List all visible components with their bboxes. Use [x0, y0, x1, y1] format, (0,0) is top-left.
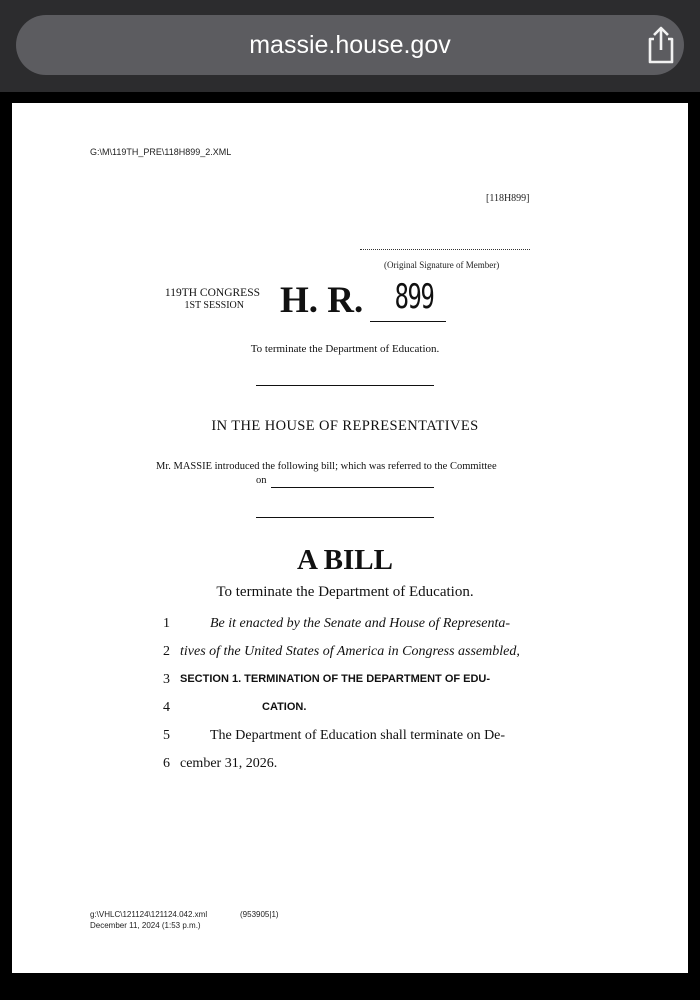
committee-blank-line	[271, 487, 434, 488]
bill-reference: [118H899]	[486, 193, 530, 204]
line-number: 4	[163, 700, 170, 715]
footer-date: December 11, 2024 (1:53 p.m.)	[90, 921, 201, 930]
chamber-heading: IN THE HOUSE OF REPRESENTATIVES	[211, 418, 479, 434]
url-text[interactable]: massie.house.gov	[249, 31, 451, 59]
footer-code: (953905|1)	[240, 910, 279, 919]
address-bar[interactable]	[16, 15, 684, 75]
section-heading: SECTION 1. TERMINATION OF THE DEPARTMENT OF EDU-	[180, 673, 491, 685]
long-title: To terminate the Department of Education.	[216, 584, 474, 600]
line-number: 2	[163, 644, 170, 659]
line-number: 1	[163, 616, 170, 631]
file-path: G:\M\119TH_PRE\118H899_2.XML	[90, 147, 232, 157]
share-icon[interactable]	[642, 25, 680, 65]
bill-prefix: H. R.	[280, 280, 364, 321]
session-label: 1ST SESSION	[184, 300, 244, 311]
section-text-cont: cember 31, 2026.	[180, 756, 278, 771]
line-number: 3	[163, 672, 170, 687]
signature-caption: (Original Signature of Member)	[384, 260, 500, 270]
line-number: 5	[163, 728, 170, 743]
congress-label: 119TH CONGRESS	[164, 287, 260, 299]
bill-number-handwritten: 899	[394, 277, 434, 317]
enacting-clause-cont: tives of the United States of America in Congress assembled,	[180, 644, 520, 659]
footer-file: g:\VHLC\121124\121124.042.xml	[90, 910, 208, 919]
divider-top	[256, 385, 434, 386]
introduction-line: Mr. MASSIE introduced the following bill; which was referred to the Committee	[156, 461, 497, 472]
committee-on-label: on	[256, 475, 267, 486]
divider-bottom	[256, 517, 434, 518]
section-text: The Department of Education shall terminate on De-	[210, 728, 506, 743]
section-heading-cont: CATION.	[262, 701, 307, 713]
signature-line	[360, 249, 530, 250]
browser-toolbar	[0, 0, 700, 92]
short-title: To terminate the Department of Education.	[250, 343, 440, 355]
line-number: 6	[163, 756, 170, 771]
bill-heading: A BILL	[297, 544, 393, 576]
bill-number-underline	[370, 321, 446, 322]
bill-document	[12, 103, 688, 973]
enacting-clause: Be it enacted by the Senate and House of Representa-	[210, 616, 510, 631]
